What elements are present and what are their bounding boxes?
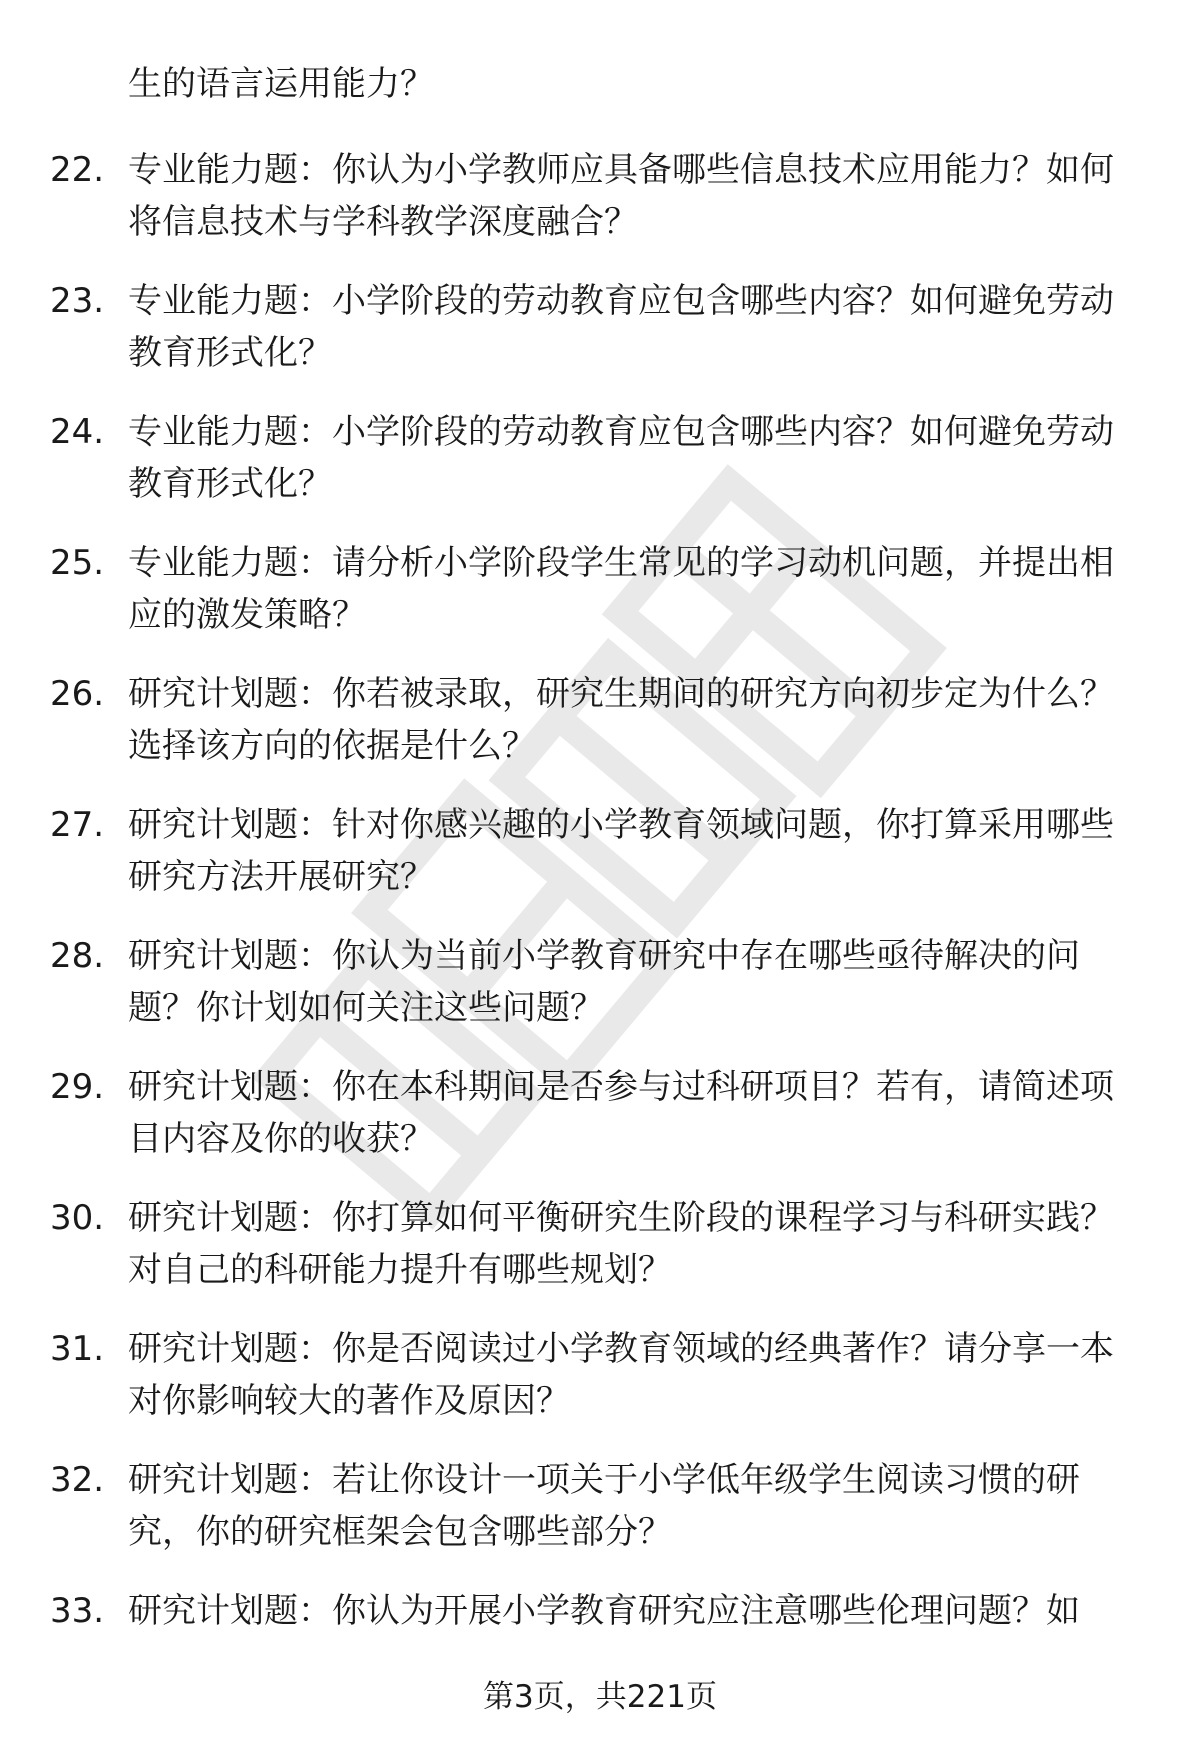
question-item xyxy=(0,144,1200,275)
question-number: 22. xyxy=(50,150,105,190)
question-text: 研究计划题：若让你设计一项关于小学低年级学生阅读习惯的研究，你的研究框架会包含哪些部分？ xyxy=(128,1460,1080,1552)
question-text: 专业能力题：小学阶段的劳动教育应包含哪些内容？如何避免劳动教育形式化？ xyxy=(128,412,1114,504)
question-list xyxy=(0,144,1200,1716)
question-number: 28. xyxy=(50,936,105,976)
question-text: 研究计划题：你在本科期间是否参与过科研项目？若有，请简述项目内容及你的收获？ xyxy=(128,1067,1114,1159)
question-number: 30. xyxy=(50,1198,105,1238)
question-item xyxy=(0,799,1200,930)
question-number: 23. xyxy=(50,281,105,321)
question-number: 27. xyxy=(50,805,105,845)
question-number: 32. xyxy=(50,1460,105,1500)
question-number: 26. xyxy=(50,674,105,714)
question-text: 研究计划题：你打算如何平衡研究生阶段的课程学习与科研实践？对自己的科研能力提升有哪些规划？ xyxy=(128,1198,1114,1290)
question-text: 专业能力题：请分析小学阶段学生常见的学习动机问题，并提出相应的激发策略？ xyxy=(128,543,1114,635)
question-item xyxy=(0,1323,1200,1454)
question-number: 33. xyxy=(50,1591,105,1631)
question-item xyxy=(0,668,1200,799)
question-text: 研究计划题：你认为当前小学教育研究中存在哪些亟待解决的问题？你计划如何关注这些问题？ xyxy=(128,936,1080,1028)
question-text: 研究计划题：针对你感兴趣的小学教育领域问题，你打算采用哪些研究方法开展研究？ xyxy=(128,805,1114,897)
question-text: 研究计划题：你若被录取，研究生期间的研究方向初步定为什么？选择该方向的依据是什么？ xyxy=(128,674,1114,766)
question-item xyxy=(0,1454,1200,1585)
question-number: 31. xyxy=(50,1329,105,1369)
question-text: 专业能力题：小学阶段的劳动教育应包含哪些内容？如何避免劳动教育形式化？ xyxy=(128,281,1114,373)
question-text: 研究计划题：你是否阅读过小学教育领域的经典著作？请分享一本对你影响较大的著作及原因？ xyxy=(128,1329,1114,1421)
question-number: 24. xyxy=(50,412,105,452)
question-item xyxy=(0,1061,1200,1192)
question-item xyxy=(0,275,1200,406)
continuation-text: 生的语言运用能力？ xyxy=(128,64,434,104)
question-item xyxy=(0,1192,1200,1323)
question-number: 29. xyxy=(50,1067,105,1107)
question-number: 25. xyxy=(50,543,105,583)
question-item xyxy=(0,406,1200,537)
page-footer: 第3页，共221页 xyxy=(483,1679,717,1715)
question-text: 专业能力题：你认为小学教师应具备哪些信息技术应用能力？如何将信息技术与学科教学深度融合？ xyxy=(128,150,1114,242)
question-item xyxy=(0,537,1200,668)
question-text: 研究计划题：你认为开展小学教育研究应注意哪些伦理问题？如 xyxy=(128,1591,1080,1631)
question-item xyxy=(0,930,1200,1061)
